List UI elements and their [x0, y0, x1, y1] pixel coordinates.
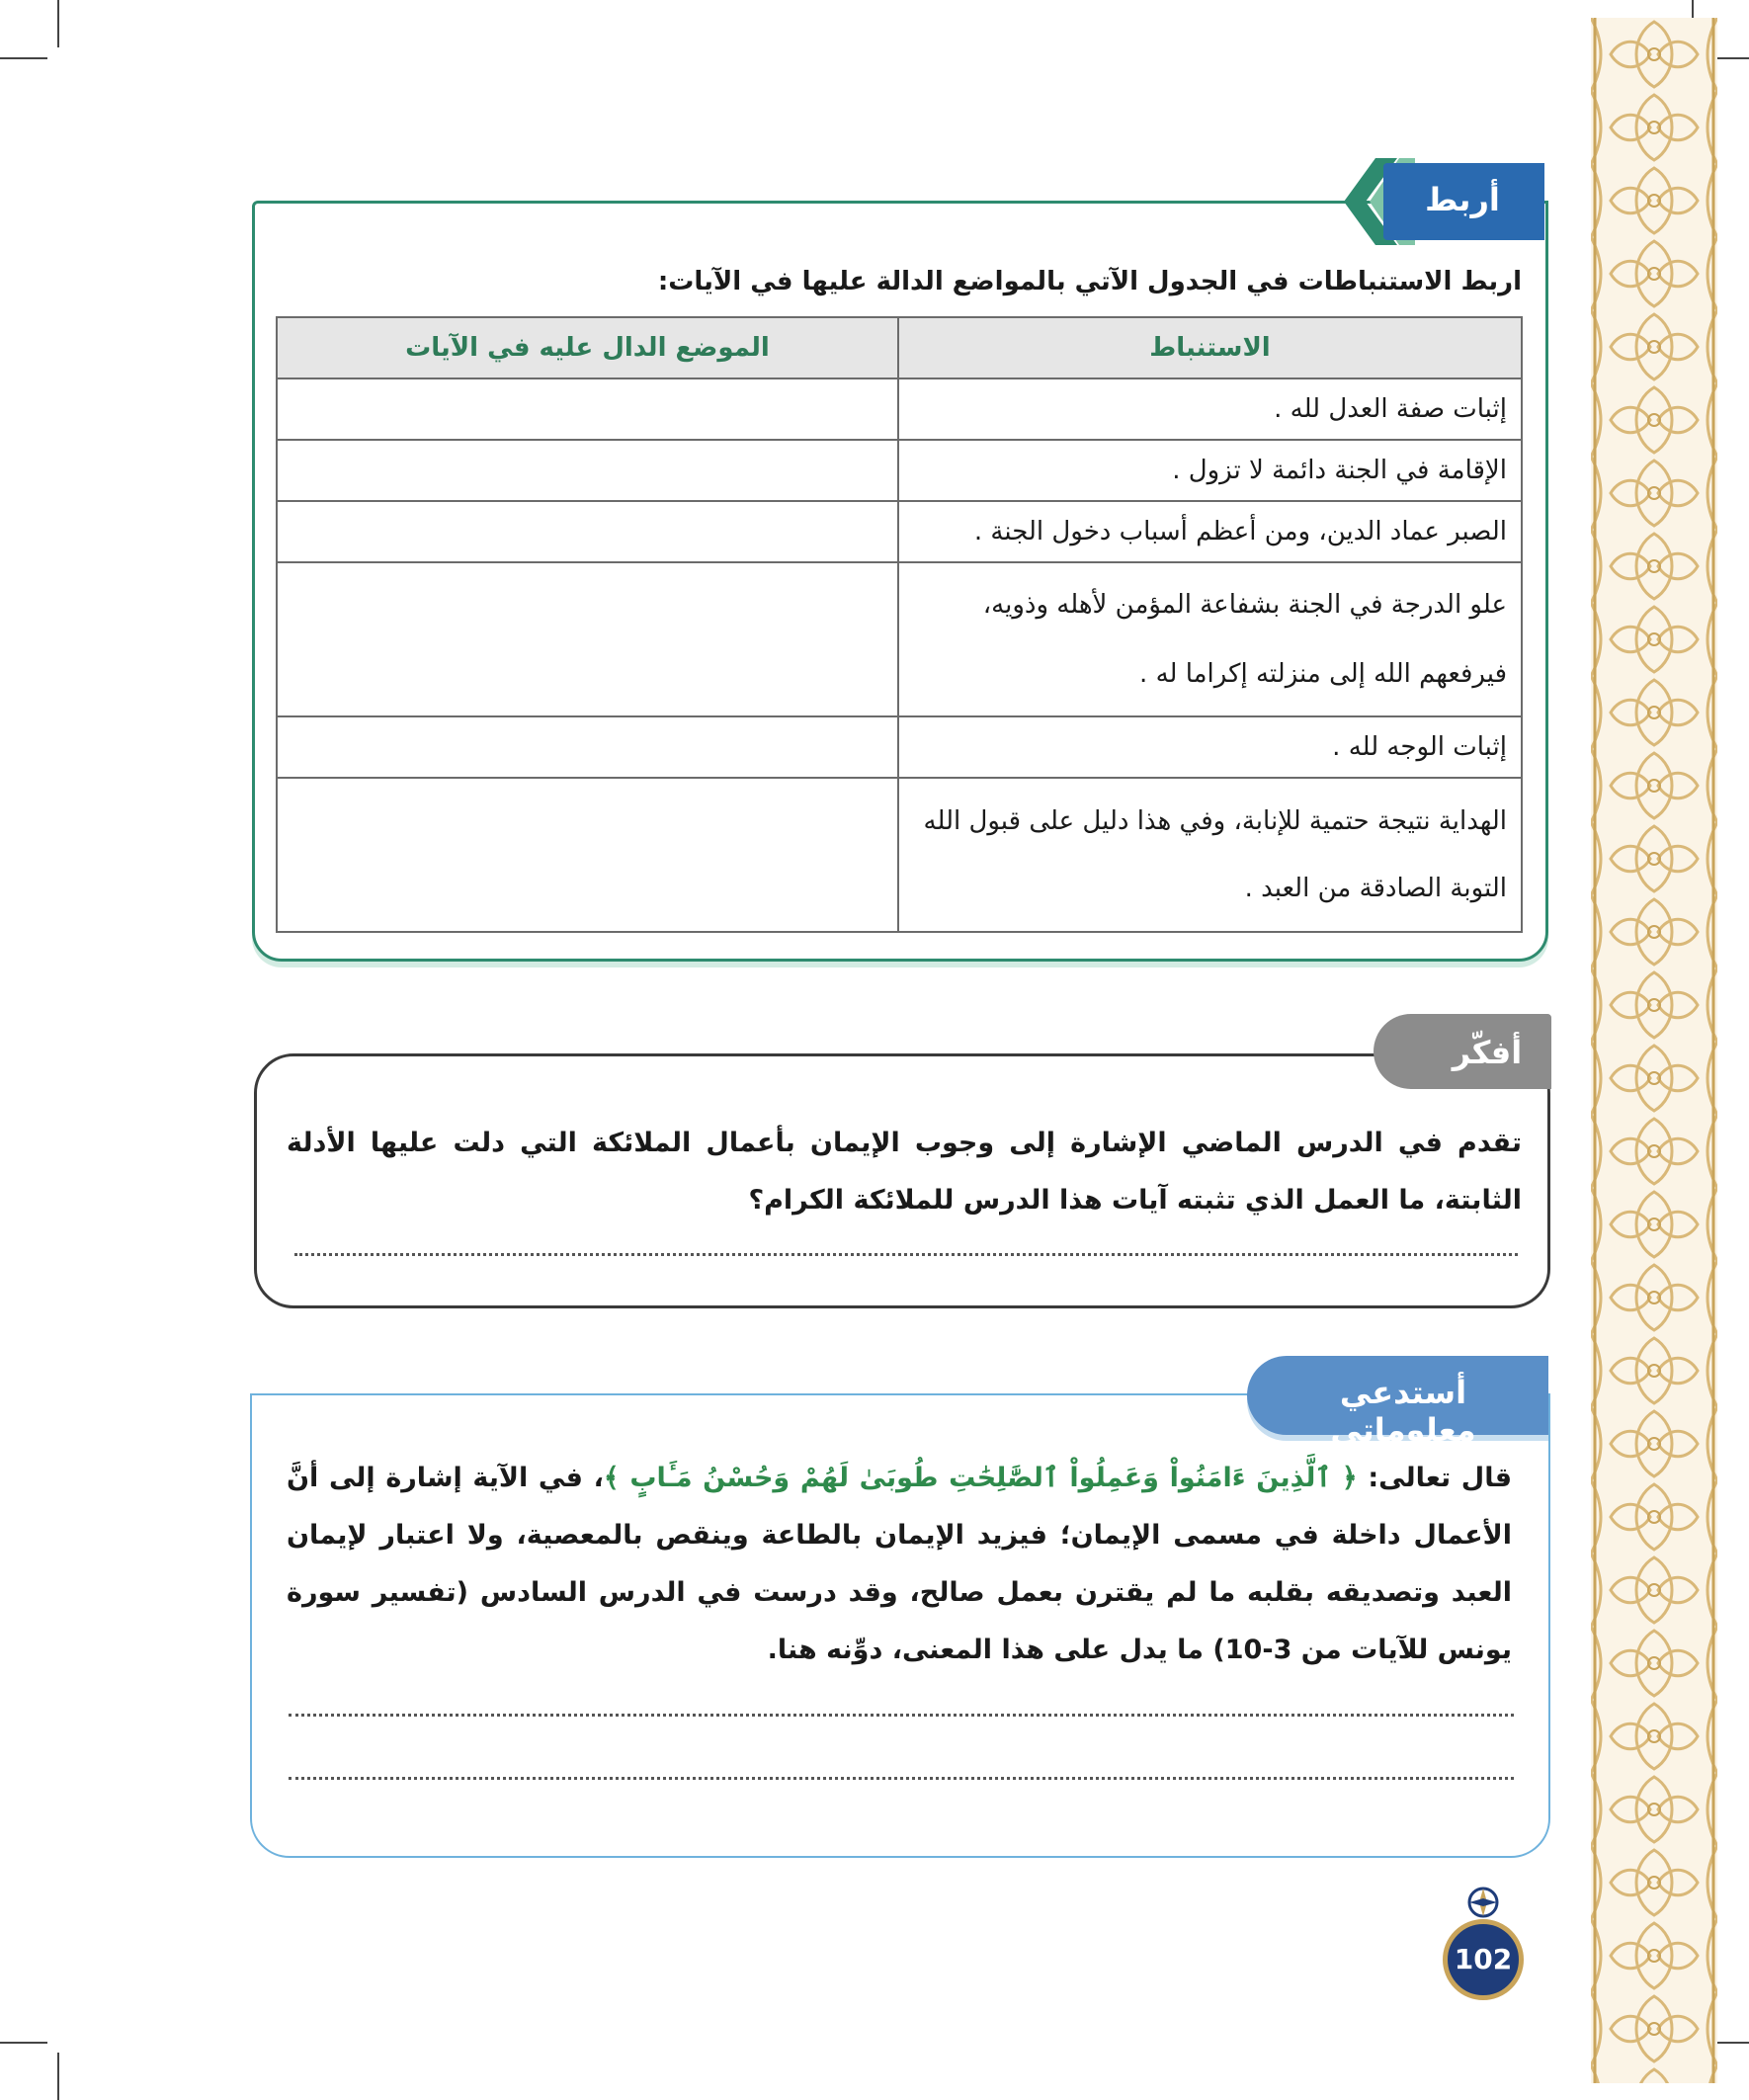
table-row: [277, 501, 1522, 562]
table-cell-deduction: إثبات الوجه لله .: [898, 716, 1522, 778]
table-header-location: الموضع الدال عليه في الآيات: [277, 317, 898, 378]
answer-line[interactable]: [289, 1714, 1514, 1717]
think-question: تقدم في الدرس الماضي الإشارة إلى وجوب الإيمان بأعمال الملائكة التي دلت عليها الأدلة الثابتة، ما العمل الذي تثبته آيات هذا الدرس للملائكة الكرام؟: [287, 1128, 1522, 1216]
table-cell-deduction: الهداية نتيجة حتمية للإنابة، وفي هذا دليل على قبول الله التوبة الصادقة من العبد .: [898, 778, 1522, 932]
answer-cell[interactable]: [277, 716, 898, 778]
answer-line[interactable]: [294, 1253, 1518, 1256]
emblem-icon: [1465, 1883, 1501, 1922]
think-tab-label: أفكّر: [1452, 1034, 1523, 1071]
table-cell-deduction: الإقامة في الجنة دائمة لا تزول .: [898, 440, 1522, 501]
table-row: [277, 778, 1522, 932]
answer-cell[interactable]: [277, 378, 898, 440]
link-tab-label: أربط: [1425, 181, 1500, 218]
crop-mark: [0, 57, 47, 59]
answer-cell[interactable]: [277, 501, 898, 562]
quran-verse: ﴿ ٱلَّذِينَ ءَامَنُواْ وَعَمِلُواْ ٱلصَّٰلِحَٰتِ طُوبَىٰ لَهُمْ وَحُسْنُ مَـَٔابٍ ﴾: [603, 1463, 1358, 1493]
crop-mark: [57, 2053, 59, 2100]
table-row: [277, 562, 1522, 716]
recall-intro: قال تعالى:: [1357, 1463, 1513, 1493]
answer-cell[interactable]: [277, 562, 898, 716]
table-row: [277, 378, 1522, 440]
table-header-deduction: الاستنباط: [898, 317, 1522, 378]
answer-cell[interactable]: [277, 440, 898, 501]
link-instruction: اربط الاستنباطات في الجدول الآتي بالمواضع الدالة عليها في الآيات:: [657, 267, 1522, 296]
crop-mark: [57, 0, 59, 47]
recall-tab-label: أستدعي معلوماتي: [1330, 1374, 1476, 1449]
table-cell-deduction: إثبات صفة العدل لله .: [898, 378, 1522, 440]
table-row: [277, 716, 1522, 778]
crop-mark: [0, 2042, 47, 2044]
answer-line[interactable]: [289, 1777, 1514, 1780]
recall-body: ، في الآية إشارة إلى أنَّ الأعمال داخلة في مسمى الإيمان؛ فيزيد الإيمان بالطاعة وينقص بالمعصية، ولا اعتبار لإيمان العبد وتصديقه بقلبه ما لم يقترن بعمل صالح، وقد درست في الدرس السادس (تفسير سورة يونس للآيات من 3-10) ما يدل على هذا المعنى، دوِّنه هنا.: [287, 1463, 1512, 1665]
page-number: 102: [1443, 1919, 1524, 2000]
table-cell-deduction: الصبر عماد الدين، ومن أعظم أسباب دخول الجنة .: [898, 501, 1522, 562]
ornamental-border: [1591, 18, 1717, 2083]
recall-paragraph: [287, 1450, 1512, 1679]
table-cell-deduction: علو الدرجة في الجنة بشفاعة المؤمن لأهله وذويه، فيرفعهم الله إلى منزلته إكراما له .: [898, 562, 1522, 716]
answer-cell[interactable]: [277, 778, 898, 932]
table-header-row: [277, 317, 1522, 378]
deductions-table: [276, 316, 1523, 933]
table-row: [277, 440, 1522, 501]
